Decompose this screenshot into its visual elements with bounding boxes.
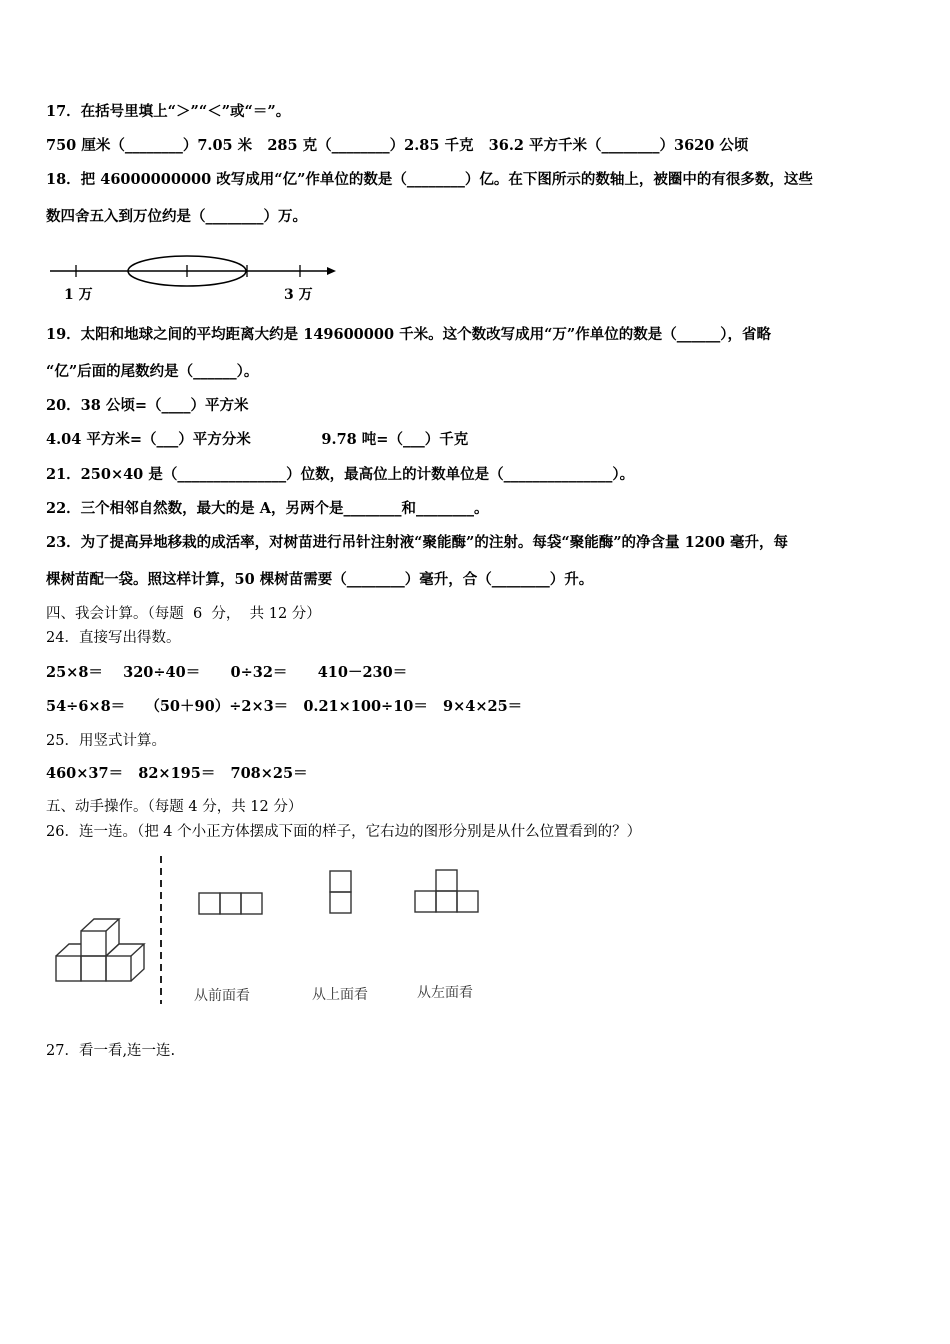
q17-title: 17．在括号里填上“＞”“＜”或“＝”。 (46, 103, 291, 120)
q23-line2: 棵树苗配一袋。照这样计算，50 棵树苗需要（________）毫升，合（________）升。 (46, 571, 594, 588)
q18-line2: 数四舍五入到万位约是（________）万。 (46, 208, 307, 225)
left-view-figure (412, 867, 484, 921)
q27-title: 27．看一看,连一连. (46, 1043, 176, 1059)
front-view-figure (196, 890, 268, 922)
q23-line1: 23．为了提高异地移栽的成活率，对树苗进行吊针注射液“聚能酶”的注射。每袋“聚能酶”的净含量 1200 毫升，每 (46, 534, 788, 551)
q24-title: 24．直接写出得数。 (46, 630, 181, 646)
cube-stack-figure (50, 910, 150, 994)
number-line-label-left: 1 万 (64, 287, 93, 303)
section4-title: 四、我会计算。（每题 6 分， 共 12 分） (46, 606, 321, 622)
q26-title: 26．连一连。（把 4 个小正方体摆成下面的样子，它右边的图形分别是从什么位置看到的？） (46, 824, 642, 840)
caption-front-view: 从前面看 (194, 988, 250, 1004)
q20-line2: 4.04 平方米=（___）平方分米 9.78 吨=（___）千克 (46, 431, 469, 448)
section5-title: 五、动手操作。（每题 4 分，共 12 分） (46, 799, 303, 815)
q17-items: 750 厘米（________）7.05 米 285 克（________）2.85 千克 36.2 平方千米（________）3620 公顷 (46, 137, 749, 154)
caption-top-view: 从上面看 (312, 987, 368, 1003)
q25-title: 25．用竖式计算。 (46, 733, 166, 749)
q18-line1: 18．把 46000000000 改写成用“亿”作单位的数是（________）亿。在下图所示的数轴上，被圈中的有很多数，这些 (46, 171, 813, 188)
q21-text: 21．250×40 是（_______________）位数，最高位上的计数单位是（_______________）。 (46, 466, 635, 483)
q19-line1: 19．太阳和地球之间的平均距离大约是 149600000 千米。这个数改写成用“万”作单位的数是（______），省略 (46, 326, 772, 343)
q22-text: 22．三个相邻自然数，最大的是 A，另两个是________和________。 (46, 500, 489, 517)
q24-row2: 54÷6×8＝ （50＋90）÷2×3＝ 0.21×100÷10＝ 9×4×25＝ (46, 698, 523, 715)
dashed-divider (156, 856, 166, 1008)
q24-row1: 25×8＝ 320÷40＝ 0÷32＝ 410－230＝ (46, 664, 408, 681)
number-line-label-right: 3 万 (284, 287, 313, 303)
q25-row: 460×37＝ 82×195＝ 708×25＝ (46, 765, 308, 782)
top-view-figure (326, 868, 356, 922)
q19-line2: “亿”后面的尾数约是（______）。 (46, 363, 259, 380)
q20-line1: 20．38 公顷=（____）平方米 (46, 397, 249, 414)
caption-left-view: 从左面看 (417, 985, 473, 1001)
